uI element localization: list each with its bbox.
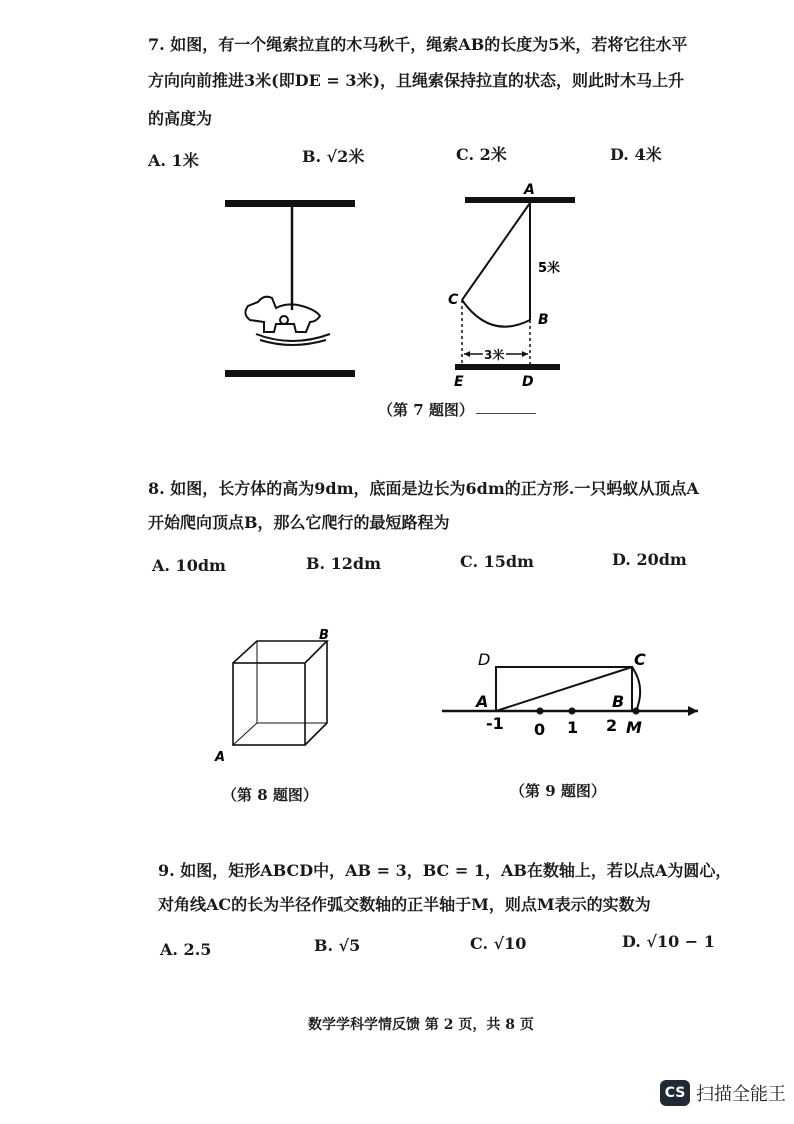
q8-cuboid-figure — [205, 625, 345, 770]
label-c: C — [634, 650, 646, 669]
q8-text-line2: 开始爬向顶点B，那么它爬行的最短路程为 — [148, 513, 450, 532]
q7-choice-c: C. 2米 — [456, 145, 507, 164]
label-m: M — [626, 718, 642, 737]
point-0 — [537, 708, 544, 715]
segment-ac — [462, 203, 530, 300]
label-d: D — [522, 374, 534, 390]
tick-neg1: -1 — [486, 714, 504, 733]
q7-choice-d: D. 4米 — [610, 145, 662, 164]
label-a: A — [215, 750, 226, 765]
ground-bar — [455, 364, 560, 370]
rocking-horse-icon — [245, 297, 330, 345]
q9-choice-b: B. √5 — [314, 936, 361, 955]
front-face — [233, 663, 305, 745]
label-d: D — [478, 650, 491, 669]
q9-text-line1: 9. 如图，矩形ABCD中，AB = 3，BC = 1，AB在数轴上，若以点A为圆心， — [158, 861, 732, 880]
q9-caption: （第 9 题图） — [510, 782, 606, 800]
label-a: A — [476, 692, 489, 711]
label-5m: 5米 — [538, 261, 561, 276]
q9-choice-d: D. √10 − 1 — [622, 932, 715, 951]
point-m — [633, 708, 640, 715]
label-b: B — [319, 628, 329, 643]
q9-text-line2: 对角线AC的长为半径作弧交数轴的正半轴于M，则点M表示的实数为 — [158, 895, 651, 914]
label-b: B — [538, 312, 549, 328]
label-c: C — [448, 292, 459, 308]
right-edges — [305, 641, 327, 745]
q7-caption: （第 7 题图） — [378, 401, 474, 419]
q7-text-line2: 方向向前推进3米(即DE = 3米)，且绳索保持拉直的状态，则此时木马上升 — [148, 71, 685, 90]
point-1 — [569, 708, 576, 715]
q7-choice-a: A. 1米 — [148, 151, 199, 170]
axis-arrow-icon — [688, 706, 698, 716]
arc-cm — [632, 667, 640, 711]
page-footer: 数学学科学情反馈 第 2 页，共 8 页 — [308, 1017, 534, 1033]
camscanner-logo-icon: CS — [660, 1080, 690, 1106]
q7-swing-figure — [220, 190, 360, 390]
label-3m: 3米 — [484, 348, 505, 362]
q7-text-line1: 7. 如图，有一个绳索拉直的木马秋千，绳索AB的长度为5米，若将它往水平 — [148, 35, 688, 54]
q9-choice-c: C. √10 — [470, 934, 527, 953]
q7-geometry-figure — [440, 180, 590, 390]
tick-2: 2 — [606, 716, 618, 735]
tick-0: 0 — [534, 720, 546, 739]
q8-text-line1: 8. 如图，长方体的高为9dm，底面是边长为6dm的正方形.一只蚂蚁从顶点A — [148, 479, 699, 498]
label-e: E — [454, 374, 464, 390]
q8-choice-c: C. 15dm — [460, 552, 534, 571]
arc-cb — [462, 300, 530, 327]
q9-choice-a: A. 2.5 — [160, 940, 212, 959]
top-beam — [465, 197, 575, 203]
q9-numberline-figure — [440, 645, 710, 765]
tick-1: 1 — [567, 718, 579, 737]
q7-choice-b: B. √2米 — [302, 147, 365, 166]
top-edges — [233, 641, 327, 663]
ground-bar — [225, 370, 355, 377]
watermark-text: 扫描全能王 — [696, 1084, 786, 1105]
label-a: A — [524, 182, 535, 198]
q7-blank-line — [476, 413, 536, 414]
label-b: B — [612, 692, 625, 711]
hidden-edges — [233, 723, 327, 745]
q8-choice-d: D. 20dm — [612, 550, 687, 569]
q8-choice-b: B. 12dm — [306, 554, 382, 573]
scanner-watermark — [660, 1080, 786, 1106]
q8-choice-a: A. 10dm — [152, 556, 226, 575]
q8-caption: （第 8 题图） — [222, 786, 318, 804]
q7-text-line3: 的高度为 — [148, 109, 213, 128]
top-beam — [225, 200, 355, 207]
